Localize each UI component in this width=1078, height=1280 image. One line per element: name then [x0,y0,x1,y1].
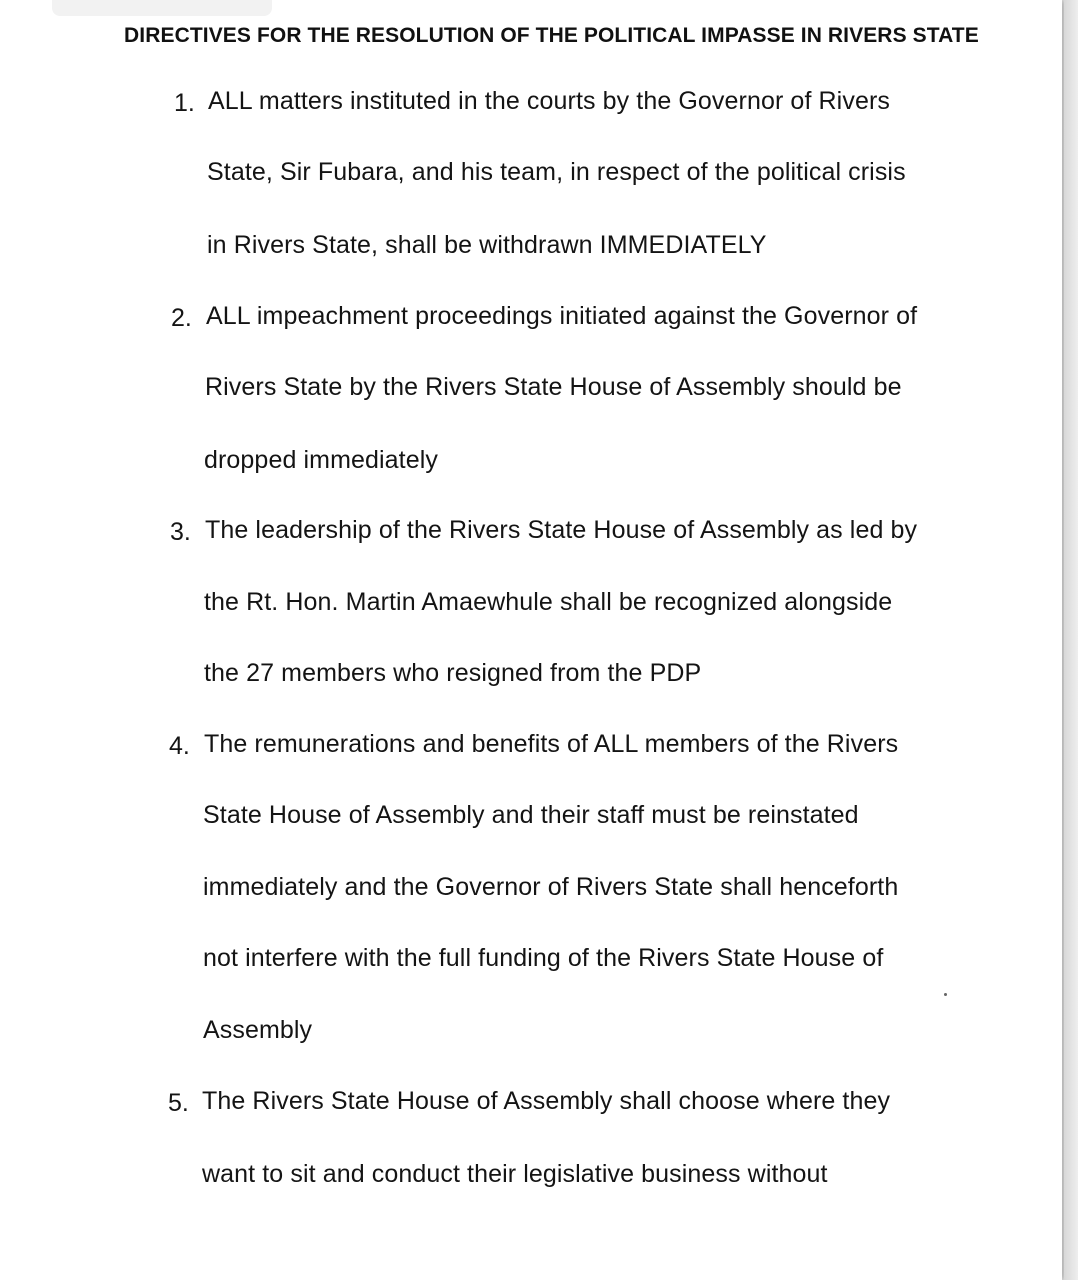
item-line: the 27 members who resigned from the PDP [204,659,702,687]
item-line: not interfere with the full funding of the Rivers State House of [203,944,884,972]
scan-speck [944,993,947,996]
item-line: State, Sir Fubara, and his team, in respect of the political crisis [207,158,906,186]
item-line: dropped immediately [204,446,438,474]
item-number: 4. [169,732,190,760]
item-line: immediately and the Governor of Rivers State shall henceforth [203,873,899,901]
item-line: Assembly [203,1016,313,1044]
item-line: the Rt. Hon. Martin Amaewhule shall be recognized alongside [204,588,893,616]
item-number: 2. [171,304,192,332]
item-line: ALL impeachment proceedings initiated against the Governor of [206,302,918,330]
item-number: 3. [170,518,191,546]
item-number: 5. [168,1089,189,1117]
item-line: in Rivers State, shall be withdrawn IMMEDIATELY [207,231,767,259]
document-title: DIRECTIVES FOR THE RESOLUTION OF THE POLITICAL IMPASSE IN RIVERS STATE [124,24,979,47]
item-line: State House of Assembly and their staff must be reinstated [203,801,859,829]
item-number: 1. [174,89,195,117]
item-line: ALL matters instituted in the courts by the Governor of Rivers [208,87,890,115]
page-tab-decoration [52,0,272,16]
item-line: The Rivers State House of Assembly shall choose where they [202,1087,891,1115]
item-line: The leadership of the Rivers State House of Assembly as led by [205,516,918,544]
item-line: want to sit and conduct their legislative business without [202,1160,828,1188]
item-line: The remunerations and benefits of ALL members of the Rivers [204,730,899,758]
item-line: Rivers State by the Rivers State House of Assembly should be [205,373,902,401]
page-edge-shadow [1064,0,1078,1280]
